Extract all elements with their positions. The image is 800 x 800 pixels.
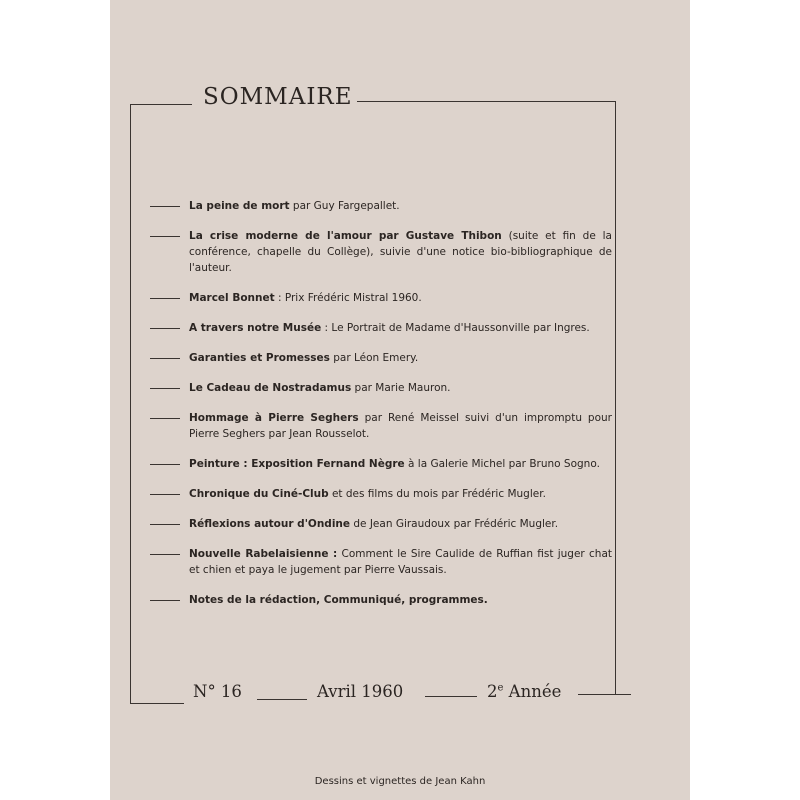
entry-title: Marcel Bonnet [189, 292, 275, 304]
entry-dash [150, 298, 180, 299]
frame-top-right-line [357, 101, 615, 102]
contents-entry [150, 546, 620, 578]
entry-description: de Jean Giraudoux par Frédéric Mugler. [350, 518, 559, 530]
contents-list [150, 198, 620, 622]
entry-text [189, 290, 620, 306]
entry-dash [150, 524, 180, 525]
footer-separator-2 [425, 696, 477, 697]
entry-description: : Le Portrait de Madame d'Haussonville par Ingres. [321, 322, 590, 334]
entry-dash [150, 328, 180, 329]
entry-description: par Marie Mauron. [351, 382, 451, 394]
contents-entry [150, 592, 620, 608]
frame-bottom-right-line [578, 694, 631, 695]
entry-title: Réflexions autour d'Ondine [189, 518, 351, 530]
entry-title: Hommage à Pierre Seghers [189, 412, 359, 424]
contents-entry [150, 456, 620, 472]
frame-top-left-line [130, 104, 192, 105]
entry-text [189, 350, 620, 366]
entry-title: La peine de mort [189, 200, 290, 212]
entry-text [189, 228, 620, 276]
illustration-credit: Dessins et vignettes de Jean Kahn [314, 776, 486, 787]
contents-entry [150, 320, 620, 336]
contents-entry [150, 350, 620, 366]
year-superscript: e [497, 682, 504, 694]
entry-text [189, 380, 620, 396]
entry-description: à la Galerie Michel par Bruno Sogno. [404, 458, 600, 470]
year-word: Année [503, 682, 562, 701]
contents-entry [150, 486, 620, 502]
issue-date: Avril 1960 [317, 682, 404, 701]
footer-separator-1 [257, 699, 307, 700]
entry-dash [150, 358, 180, 359]
entry-dash [150, 418, 180, 419]
entry-text [189, 456, 620, 472]
entry-dash [150, 236, 180, 237]
entry-title: A travers notre Musée [189, 322, 322, 334]
entry-dash [150, 494, 180, 495]
contents-entry [150, 380, 620, 396]
entry-text [189, 592, 620, 608]
contents-entry [150, 228, 620, 276]
entry-text [189, 516, 620, 532]
contents-entry [150, 516, 620, 532]
entry-title: Peinture : Exposition Fernand Nègre [189, 458, 405, 470]
entry-description: : Prix Frédéric Mistral 1960. [274, 292, 422, 304]
entry-text [189, 410, 620, 442]
entry-dash [150, 554, 180, 555]
entry-description: par Léon Emery. [329, 352, 419, 364]
entry-title: La crise moderne de l'amour par Gustave Thibon [189, 230, 502, 242]
issue-number: N° 16 [193, 682, 242, 701]
entry-description: (suite et fin de la conférence, chapelle du Collège), suivie d'une notice bio-bibliographique de l'auteur. [189, 230, 612, 274]
entry-title: Chronique du Ciné-Club [189, 488, 329, 500]
frame-bottom-left-line [130, 703, 184, 704]
entry-description: par René Meissel suivi d'un impromptu pour Pierre Seghers par Jean Rousselot. [189, 412, 612, 440]
entry-description: Comment le Sire Caulide de Ruffian fist juger chat et chien et paya le jugement par Pierre Vaussais. [189, 548, 612, 576]
entry-title: Notes de la rédaction, Communiqué, programmes. [189, 594, 488, 606]
entry-dash [150, 464, 180, 465]
entry-text [189, 546, 620, 578]
frame-left-line [130, 104, 131, 704]
entry-title: Le Cadeau de Nostradamus [189, 382, 352, 394]
entry-text [189, 320, 620, 336]
entry-dash [150, 600, 180, 601]
year-number: 2 [487, 682, 498, 701]
entry-dash [150, 206, 180, 207]
entry-title: Garanties et Promesses [189, 352, 330, 364]
issue-year [487, 682, 561, 701]
entry-dash [150, 388, 180, 389]
entry-title: Nouvelle Rabelaisienne : [189, 548, 338, 560]
page-title: SOMMAIRE [203, 84, 353, 110]
contents-entry [150, 290, 620, 306]
entry-description: et des films du mois par Frédéric Mugler. [328, 488, 546, 500]
entry-text [189, 198, 620, 214]
entry-text [189, 486, 620, 502]
contents-entry [150, 410, 620, 442]
entry-description: par Guy Fargepallet. [289, 200, 400, 212]
contents-entry [150, 198, 620, 214]
